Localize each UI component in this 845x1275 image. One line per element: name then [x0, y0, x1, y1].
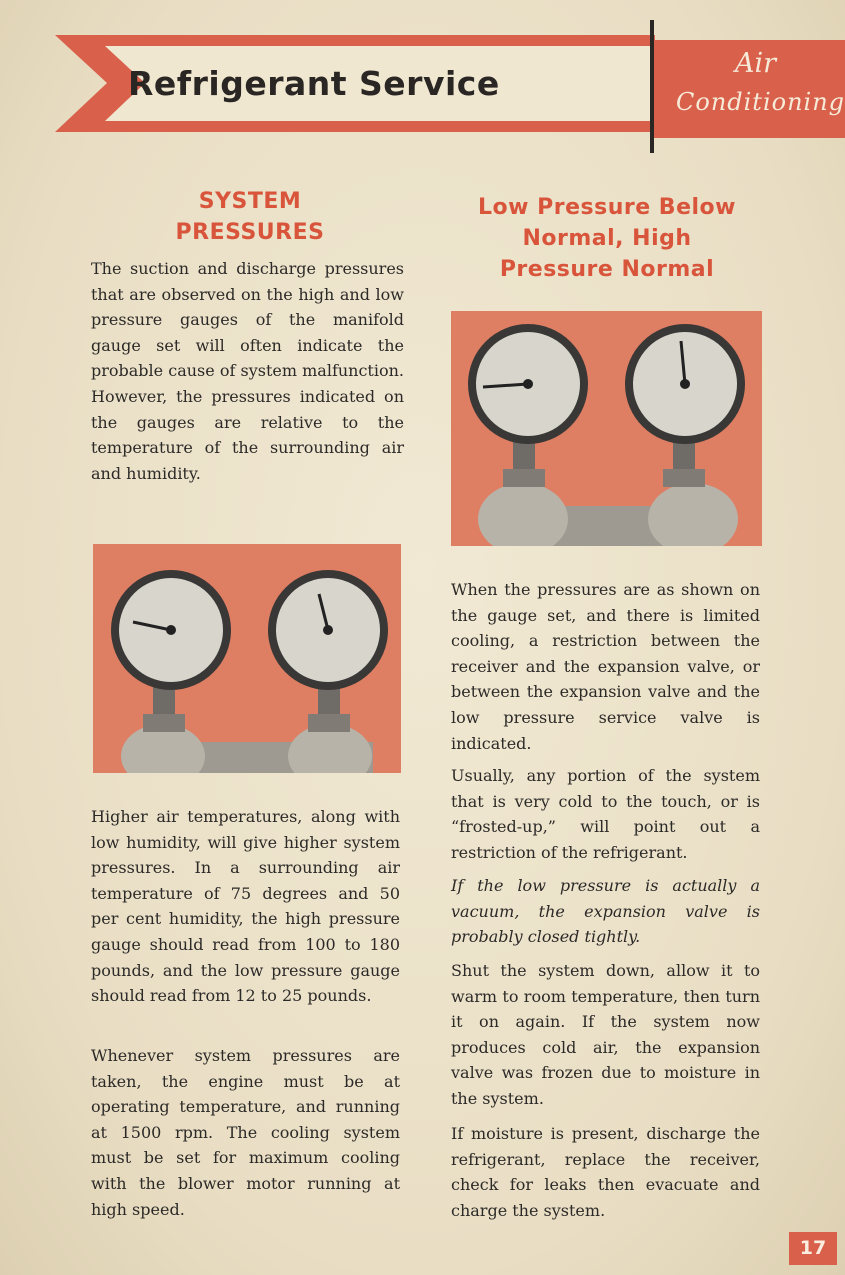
right-paragraph-3-italic: If the low pressure is actually a vacuum, the expansion valve is probably closed tightly.	[451, 876, 760, 947]
header-divider	[650, 20, 654, 153]
right-heading-line1: Low Pressure Below	[478, 195, 736, 220]
page-number: 17	[789, 1232, 837, 1265]
left-paragraph-1: The suction and discharge pressures that are observed on the high and low pressure gauges of the manifold gauge set will often indicate the probable cause of system malfunction. However, the pressures indicated on the gauges are relative to the temperature of the surrounding air and humidity.	[91, 259, 404, 483]
left-heading	[90, 186, 410, 248]
right-heading	[440, 192, 774, 285]
right-paragraph-1: When the pressures are as shown on the gauge set, and there is limited cooling, a restriction between the receiver and the expansion valve, or between the expansion valve and the low pressure service valve is indicated.	[451, 580, 760, 753]
gauge-photo-normal	[93, 544, 401, 773]
left-paragraph-3: Whenever system pressures are taken, the engine must be at operating temperature, and running at 1500 rpm. The cooling system must be set for maximum cooling with the blower motor running at high speed.	[91, 1046, 400, 1219]
right-paragraph-4: Shut the system down, allow it to warm to room temperature, then turn it on again. If the system now produces cold air, the expansion valve was frozen due to moisture in the system.	[451, 961, 760, 1108]
right-heading-line3: Pressure Normal	[499, 257, 715, 282]
right-paragraph-5: If moisture is present, discharge the refrigerant, replace the receiver, check for leaks then evacuate and charge the system.	[451, 1124, 760, 1220]
left-heading-line1: SYSTEM	[198, 189, 302, 214]
right-paragraph-2: Usually, any portion of the system that is very cold to the touch, or is “frosted-up,” will point out a restriction of the refrigerant.	[451, 766, 760, 862]
gauge-photo-low-pressure	[451, 311, 762, 546]
gauge-set-illustration	[451, 311, 762, 546]
left-heading-line2: PRESSURES	[175, 220, 325, 245]
page-title: Refrigerant Service	[128, 64, 500, 103]
section-tab-label-conditioning: Conditioning	[676, 88, 845, 116]
gauge-set-illustration	[93, 544, 401, 773]
right-heading-line2: Normal, High	[522, 226, 692, 251]
section-tab-label-air: Air	[735, 48, 777, 79]
left-paragraph-2: Higher air temperatures, along with low humidity, will give higher system pressures. In a surrounding air temperature of 75 degrees and 50 per cent humidity, the high pressure gauge should read from 100 to 180 pounds, and the low pressure gauge should read from 12 to 25 pounds.	[91, 807, 400, 1006]
